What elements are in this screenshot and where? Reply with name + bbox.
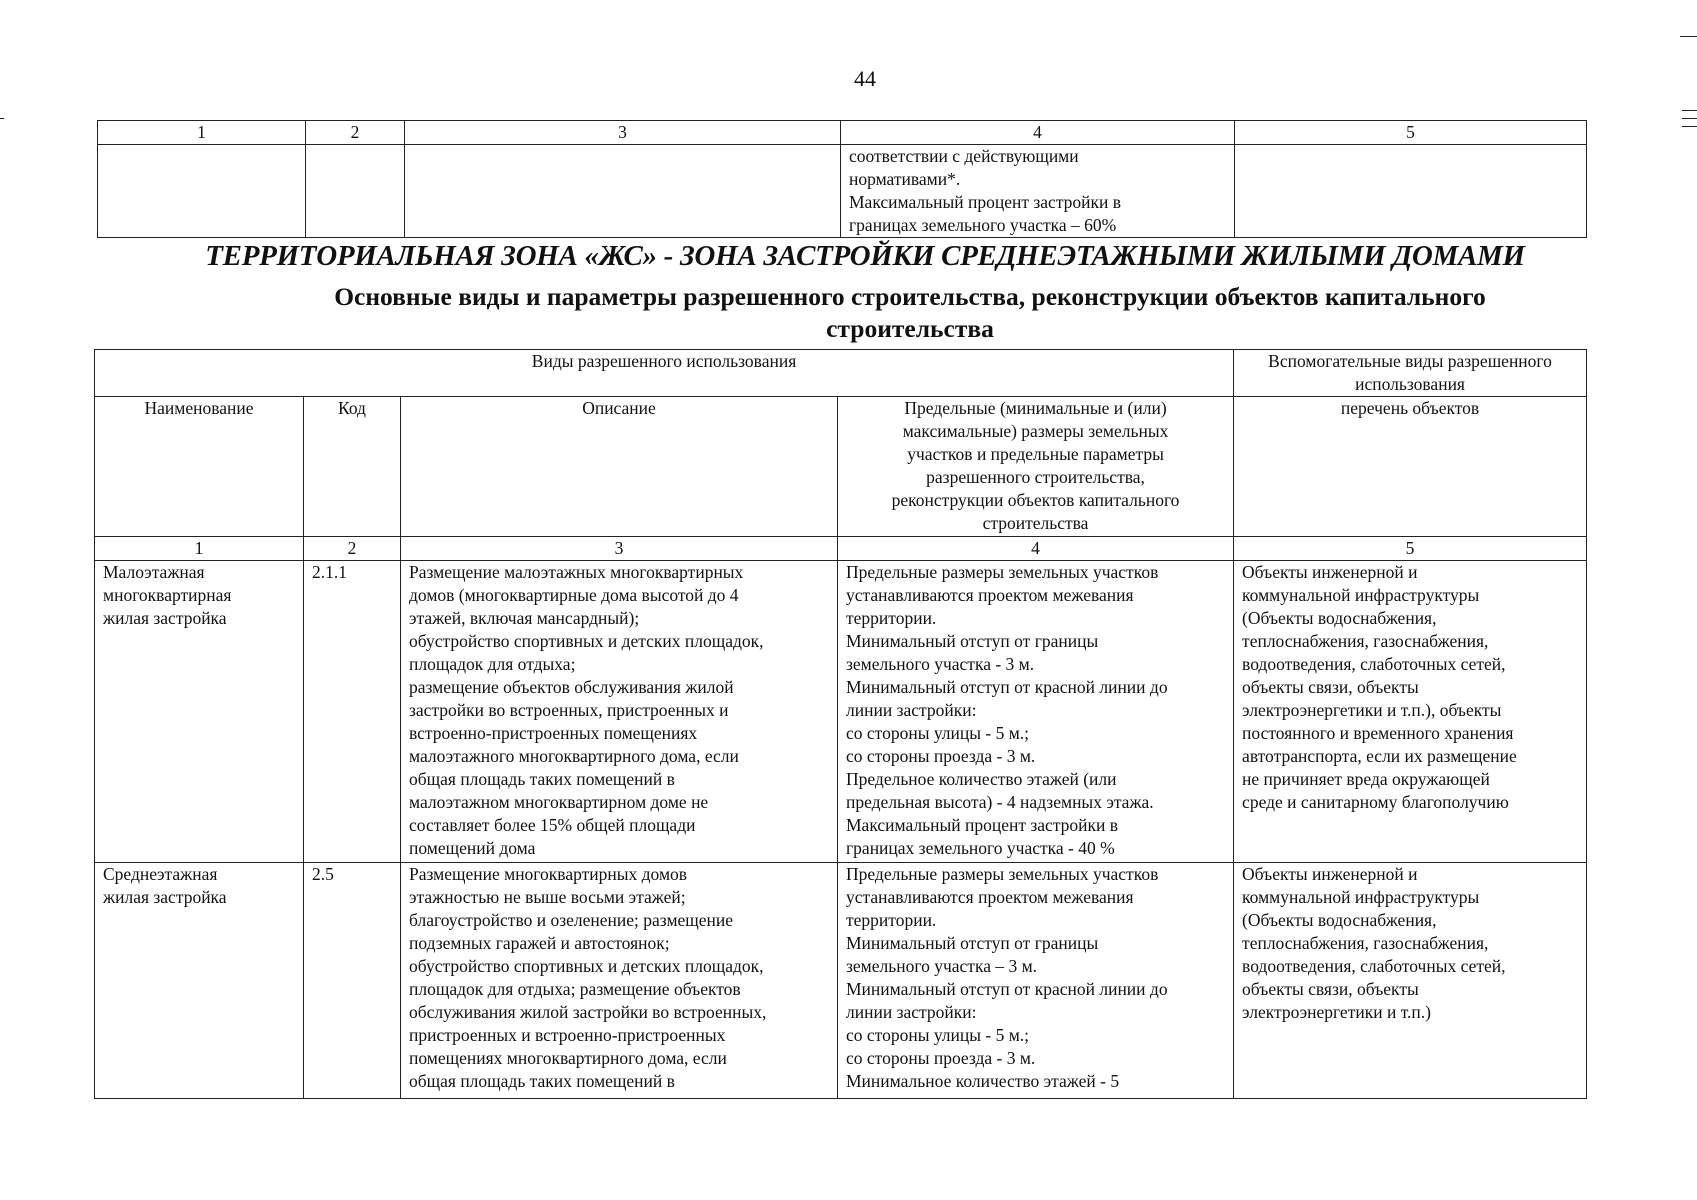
text-line: водоотведения, слаботочных сетей, [1242, 654, 1506, 674]
text-line: со стороны улицы - 5 м.; [846, 1025, 1030, 1045]
col-number: 5 [1235, 121, 1587, 145]
group-header-main: Виды разрешенного использования [95, 350, 1234, 397]
text-line: теплоснабжения, газоснабжения, [1242, 631, 1489, 651]
text-line: линии застройки: [846, 700, 977, 720]
scan-mark-top-right [1680, 36, 1697, 37]
group-header-row [95, 350, 1587, 397]
section-title-line: строительства [826, 314, 994, 343]
text-line: домов (многоквартирные дома высотой до 4 [409, 585, 739, 605]
text-line: застройки во встроенных, пристроенных и [409, 700, 729, 720]
text-line: обслуживания жилой застройки во встроенных, [409, 1002, 767, 1022]
text-line: использования [1355, 374, 1465, 394]
text-line: территории. [846, 608, 937, 628]
col-number: 4 [841, 121, 1235, 145]
text-line: строительства [982, 513, 1089, 533]
text-line: малоэтажном многоквартирном доме не [409, 792, 709, 812]
permitted-use-table [94, 349, 1587, 1099]
text-line: Минимальный отступ от границы [846, 933, 1099, 953]
cell-name [95, 561, 304, 863]
text-line: автотранспорта, если их размещение [1242, 746, 1517, 766]
text-line: составляет более 15% общей площади [409, 815, 696, 835]
text-line: Минимальный отступ от границы [846, 631, 1099, 651]
header-name: Наименование [95, 397, 304, 537]
scan-mark-right-1 [1682, 110, 1697, 111]
text-line: размещение объектов обслуживания жилой [409, 677, 734, 697]
cell-description [405, 145, 841, 238]
text-line: электроэнергетики и т.п.), объекты [1242, 700, 1502, 720]
scan-mark-right-2 [1682, 118, 1697, 119]
text-line: границах земельного участка – 60% [849, 215, 1117, 235]
text-line: земельного участка - 3 м. [846, 654, 1035, 674]
col-number: 1 [98, 121, 306, 145]
text-line: нормативами*. [849, 169, 961, 189]
text-line: со стороны проезда - 3 м. [846, 746, 1036, 766]
col-number: 2 [306, 121, 405, 145]
table-row [98, 145, 1587, 238]
cell-name [95, 863, 304, 1099]
col-number: 3 [401, 537, 838, 561]
text-line: устанавливаются проектом межевания [846, 887, 1134, 907]
scan-mark-right-3 [1682, 126, 1697, 127]
text-line: жилая застройка [103, 608, 227, 628]
text-line: разрешенного строительства, [926, 467, 1145, 487]
text-line: помещениях многоквартирного дома, если [409, 1048, 727, 1068]
text-line: Предельные (минимальные и (или) [904, 398, 1167, 418]
text-line: Предельные размеры земельных участков [846, 562, 1159, 582]
text-line: со стороны улицы - 5 м.; [846, 723, 1030, 743]
section-title-line: Основные виды и параметры разрешенного строительства, реконструкции объектов капитального [334, 282, 1486, 311]
col-number: 5 [1234, 537, 1587, 561]
text-line: Размещение малоэтажных многоквартирных [409, 562, 744, 582]
text-line: границах земельного участка - 40 % [846, 838, 1115, 858]
text-line: Предельное количество этажей (или [846, 769, 1117, 789]
header-code: Код [304, 397, 401, 537]
cell-description [401, 863, 838, 1099]
text-line: жилая застройка [103, 887, 227, 907]
text-line: общая площадь таких помещений в [409, 769, 675, 789]
section-title [250, 281, 1570, 345]
text-line: объекты связи, объекты [1242, 677, 1419, 697]
text-line: многоквартирная [103, 585, 232, 605]
text-line: Предельные размеры земельных участков [846, 864, 1159, 884]
col-number: 2 [304, 537, 401, 561]
text-line: участков и предельные параметры [907, 444, 1164, 464]
text-line: Максимальный процент застройки в [849, 192, 1122, 212]
text-line: благоустройство и озеленение; размещение [409, 910, 734, 930]
cell-params [841, 145, 1235, 238]
continuation-table [97, 120, 1587, 238]
text-line: Минимальный отступ от красной линии до [846, 677, 1168, 697]
cell-code [306, 145, 405, 238]
cell-params [838, 863, 1234, 1099]
text-line: Объекты инженерной и [1242, 864, 1418, 884]
table-row [95, 863, 1587, 1099]
text-line: Объекты инженерной и [1242, 562, 1418, 582]
text-line: земельного участка – 3 м. [846, 956, 1038, 976]
text-line: коммунальной инфраструктуры [1242, 887, 1480, 907]
text-line: обустройство спортивных и детских площадок, [409, 956, 764, 976]
group-header-aux [1234, 350, 1587, 397]
text-line: устанавливаются проектом межевания [846, 585, 1134, 605]
text-line: не причиняет вреда окружающей [1242, 769, 1490, 789]
cell-aux [1234, 863, 1587, 1099]
text-line: помещений дома [409, 838, 536, 858]
text-line: максимальные) размеры земельных [902, 421, 1169, 441]
page-number: 44 [854, 66, 876, 91]
text-line: Максимальный процент застройки в [846, 815, 1119, 835]
column-header-row [95, 397, 1587, 537]
text-line: предельная высота) - 4 надземных этажа. [846, 792, 1154, 812]
text-line: водоотведения, слаботочных сетей, [1242, 956, 1506, 976]
zone-title: ТЕРРИТОРИАЛЬНАЯ ЗОНА «ЖС» - ЗОНА ЗАСТРОЙКИ СРЕДНЕЭТАЖНЫМИ ЖИЛЫМИ ДОМАМИ [205, 240, 1525, 272]
cell-aux [1234, 561, 1587, 863]
text-line: электроэнергетики и т.п.) [1242, 1002, 1431, 1022]
header-aux: перечень объектов [1234, 397, 1587, 537]
text-line: коммунальной инфраструктуры [1242, 585, 1480, 605]
cell-params [838, 561, 1234, 863]
text-line: Минимальное количество этажей - 5 [846, 1071, 1120, 1091]
text-line: обустройство спортивных и детских площадок, [409, 631, 764, 651]
text-line: объекты связи, объекты [1242, 979, 1419, 999]
cell-description [401, 561, 838, 863]
header-params [838, 397, 1234, 537]
text-line: теплоснабжения, газоснабжения, [1242, 933, 1489, 953]
text-line: среде и санитарному благополучию [1242, 792, 1509, 812]
text-line: встроенно-пристроенных помещениях [409, 723, 698, 743]
cell-aux [1235, 145, 1587, 238]
column-number-row [95, 537, 1587, 561]
text-line: этажей, включая мансардный); [409, 608, 640, 628]
table-row [95, 561, 1587, 863]
text-line: подземных гаражей и автостоянок; [409, 933, 670, 953]
text-line: Малоэтажная [103, 562, 205, 582]
col-number: 3 [405, 121, 841, 145]
text-line: малоэтажного многоквартирного дома, если [409, 746, 739, 766]
col-number: 4 [838, 537, 1234, 561]
text-line: (Объекты водоснабжения, [1242, 608, 1437, 628]
text-line: пристроенных и встроенно-пристроенных [409, 1025, 726, 1045]
cell-code: 2.5 [304, 863, 401, 1099]
cell-name [98, 145, 306, 238]
text-line: общая площадь таких помещений в [409, 1071, 675, 1091]
text-line: реконструкции объектов капитального [891, 490, 1180, 510]
text-line: постоянного и временного хранения [1242, 723, 1514, 743]
col-number: 1 [95, 537, 304, 561]
text-line: Минимальный отступ от красной линии до [846, 979, 1168, 999]
text-line: соответствии с действующими [849, 146, 1079, 166]
text-line: (Объекты водоснабжения, [1242, 910, 1437, 930]
text-line: Среднеэтажная [103, 864, 218, 884]
text-line: Размещение многоквартирных домов [409, 864, 688, 884]
text-line: площадок для отдыха; [409, 654, 576, 674]
text-line: этажностью не выше восьми этажей; [409, 887, 686, 907]
text-line: территории. [846, 910, 937, 930]
text-line: площадок для отдыха; размещение объектов [409, 979, 741, 999]
text-line: Вспомогательные виды разрешенного [1268, 351, 1552, 371]
scan-mark-left [0, 118, 4, 119]
text-line: линии застройки: [846, 1002, 977, 1022]
cell-code: 2.1.1 [304, 561, 401, 863]
text-line: со стороны проезда - 3 м. [846, 1048, 1036, 1068]
table-header-row [98, 121, 1587, 145]
header-description: Описание [401, 397, 838, 537]
